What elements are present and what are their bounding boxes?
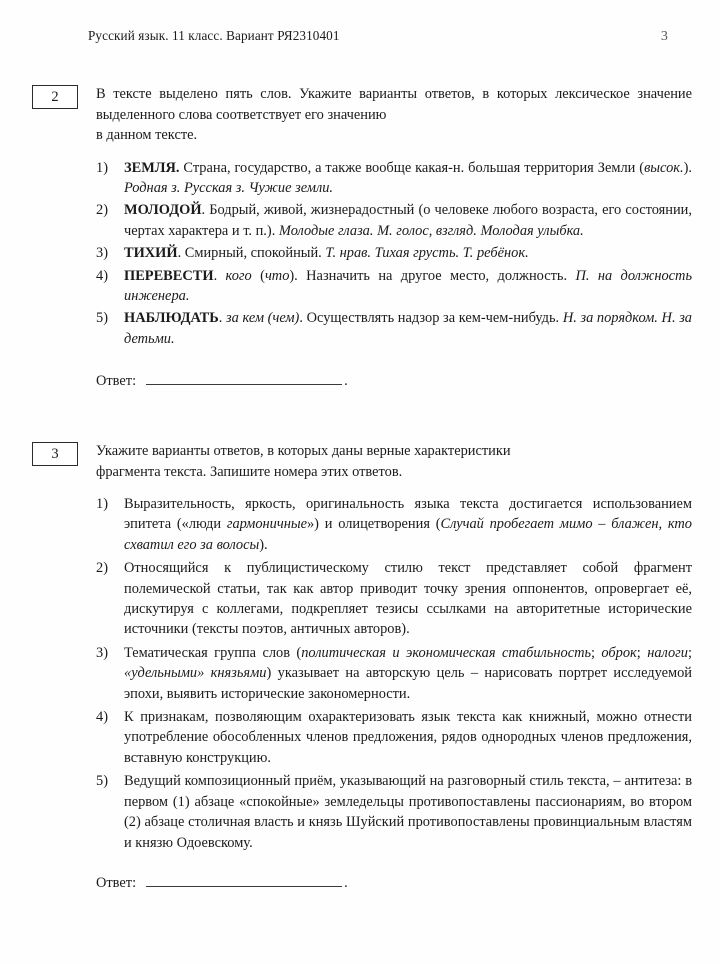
answer-input-line[interactable] — [146, 873, 342, 887]
option-text: МОЛОДОЙ. Бодрый, живой, жизнерадостный (о человеке любого возраста, его состоянии, чертах характера и т. п.). Молодые глаза. М. голос, взгляд. Молодая улыбка. — [124, 202, 692, 239]
task-block-3 — [32, 441, 692, 893]
task-2-instruction — [96, 84, 692, 146]
option-item[interactable] — [96, 771, 692, 853]
option-item[interactable] — [96, 200, 692, 241]
option-item[interactable] — [96, 558, 692, 640]
option-marker: 3) — [96, 644, 108, 661]
task-3-instruction-line-2: фрагмента текста. Запишите номера этих ответов. — [96, 463, 403, 480]
task-2-instruction-line-2: в данном тексте. — [96, 127, 198, 143]
task-3-answer-row — [96, 873, 692, 893]
option-text: ЗЕМЛЯ. Страна, государство, а также вообще какая-н. большая территория Земли (высок.). Родная з. Русская з. Чужие земли. — [124, 159, 692, 196]
task-2-head — [32, 84, 692, 146]
answer-period: . — [344, 373, 348, 390]
option-item[interactable] — [96, 494, 692, 555]
header-title: Русский язык. 11 класс. Вариант РЯ2310401 — [88, 28, 340, 43]
task-number-box-2: 2 — [32, 85, 78, 109]
task-2-option-list — [96, 158, 692, 350]
option-text: Выразительность, яркость, оригинальность языка текста достигается использованием эпитета («люди гармоничные») и олицетворения (Случай пробегает мимо – блажен, кто схватил его за волосы). — [124, 496, 692, 553]
task-block-2 — [32, 84, 692, 391]
option-item[interactable] — [96, 308, 692, 349]
task-3-instruction-line-1: Укажите варианты ответов, в которых даны верные характеристики — [96, 443, 511, 459]
option-text: К признакам, позволяющим охарактеризовать язык текста как книжный, можно отнести употребление обособленных членов предложения, рядов однородных членов предложения, вставную конструкцию. — [124, 709, 692, 766]
page-header — [88, 28, 672, 45]
option-marker: 4) — [96, 267, 108, 284]
option-item[interactable] — [96, 643, 692, 704]
answer-label: Ответ: — [96, 373, 137, 390]
task-3-instruction — [96, 441, 692, 482]
task-2-answer-row — [96, 371, 692, 391]
option-text: Относящийся к публицистическому стилю текст представляет собой фрагмент полемической статьи, так как автор приводит точку зрения оппонентов, опровергает её, дискутируя с коллегами, подкрепляет тезисы ссылками на авторитетные исторические источники (тексты поэтов, античных авторов). — [124, 560, 692, 638]
page-number: 3 — [660, 29, 668, 44]
option-text: Ведущий композиционный приём, указывающий на разговорный стиль текста, – антитеза: в первом (1) абзаце «спокойные» земледельцы противопоставлены пассионариям, во втором (2) абзаце столичная власть и князь Шуйский противопоставлены провинциальным властям и князю Одоевскому. — [124, 773, 692, 851]
option-item[interactable] — [96, 707, 692, 768]
option-text: ТИХИЙ. Смирный, спокойный. Т. нрав. Тихая грусть. Т. ребёнок. — [124, 245, 529, 262]
answer-period: . — [344, 874, 348, 891]
option-marker: 5) — [96, 310, 108, 327]
option-item[interactable] — [96, 243, 692, 263]
task-2-instruction-line-1: В тексте выделено пять слов. Укажите варианты ответов, в которых лексическое значение выделенного слова соответствует его значению — [96, 86, 692, 123]
answer-label: Ответ: — [96, 874, 137, 891]
option-text: Тематическая группа слов (политическая и экономическая стабильность; оброк; налоги; «удельными» князьями) указывает на авторскую цель – нарисовать портрет исследуемой эпохи, выявить исторические закономерности. — [124, 644, 692, 702]
option-marker: 1) — [96, 159, 108, 176]
option-marker: 2) — [96, 202, 108, 219]
task-3-head — [32, 441, 692, 482]
option-text: ПЕРЕВЕСТИ. кого (что). Назначить на другое место, должность. П. на должность инженера. — [124, 267, 692, 304]
answer-input-line[interactable] — [146, 371, 342, 385]
option-item[interactable] — [96, 158, 692, 199]
option-marker: 2) — [96, 560, 108, 577]
option-marker: 5) — [96, 773, 108, 790]
option-marker: 3) — [96, 245, 108, 262]
option-marker: 4) — [96, 709, 108, 726]
task-3-option-list — [96, 494, 692, 853]
task-number-box-3: 3 — [32, 442, 78, 466]
option-item[interactable] — [96, 266, 692, 307]
option-marker: 1) — [96, 496, 108, 512]
option-text: НАБЛЮДАТЬ. за кем (чем). Осуществлять надзор за кем-чем-нибудь. Н. за порядком. Н. за детьми. — [124, 310, 692, 347]
